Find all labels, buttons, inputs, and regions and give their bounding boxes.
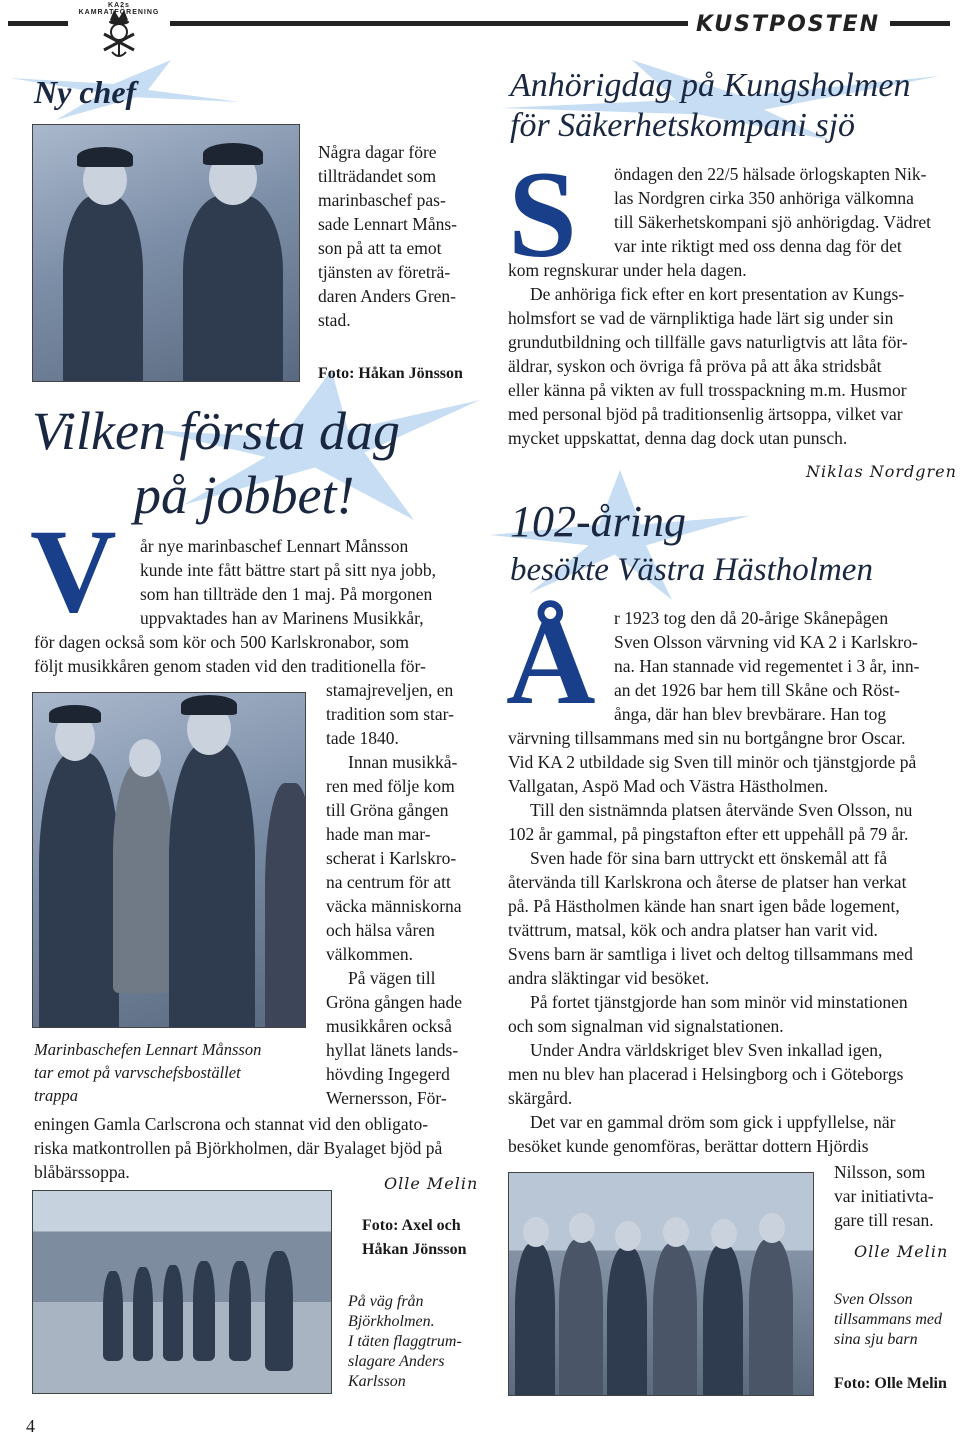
- association-logo: [74, 2, 164, 62]
- art1-title-line1: Anhörigdag på Kungsholmen: [510, 67, 911, 104]
- page-number: 4: [26, 1416, 35, 1436]
- photo-officers: [32, 692, 306, 1028]
- photo1-credit: Foto: Håkan Jönsson: [318, 365, 463, 382]
- header-rule-right: [890, 21, 950, 26]
- art1-text: kom regnskurar under hela dagen. De anhöriga fick efter en kort presentation av Kungs- holmsfort se vad de värnpliktiga hade lärt sig under sin grundutbildning och tillfälle gavs naturligtvis att låta för- äldrar, syskon och övriga få pröva på att åka stridsbåt eller känna på vikten av full trosspackning m.m. Husmor med personal bjöd på traditionsenlig ärtsoppa, vilket var mycket uppskattat, denna dag dock utan punsch.: [508, 260, 908, 448]
- signature-niklas-nordgren: Niklas Nordgren: [806, 462, 957, 481]
- photo3-caption: På väg från Björkholmen. I täten flaggtrum- slagare Anders Karlsson: [348, 1293, 462, 1390]
- art2-title-line1: 102-åring: [510, 497, 686, 546]
- photo-handshake: [32, 124, 300, 382]
- header-rule-mid: [170, 21, 688, 26]
- art1-title-line2: för Säkerhetskompani sjö: [510, 107, 856, 144]
- art1-drop-text: öndagen den 22/5 hälsade örlogskapten Nik- las Nordgren cirka 350 anhöriga välkomna till Säkerhetskompani sjö anhörigdag. Vädret var inte riktigt med oss denna dag för det: [614, 164, 932, 256]
- ny-chef-title: Ny chef: [34, 74, 137, 110]
- vilken-full: för dagen också som kör och 500 Karlskronabor, som följt musikkåren genom staden vid den traditionella för-: [34, 632, 426, 676]
- logo-text: KA2s KAMRATFÖRENING: [78, 2, 160, 16]
- art2-text: värvning tillsammans med sin nu bortgångne bror Oscar. Vid KA 2 utbildade sig Sven till minör och tjänstgjorde på Vallgatan, Aspö Mad och Västra Hästholmen. Till den sistnämnda platsen återvände Sven Olsson, nu 102 år gammal, på pingstafton efter ett uppehåll på 79 år. Sven hade för sina barn uttryckt ett önskemål att få återvända till Karlskrona och återse de platser han verkat på. På Hästholmen kände han snart igen både logement, tvättrum, matsal, kök och andra platser han varit vid. Svens barn är samtliga i livet och deltog tillsammans med andra släktingar vid besöket. På fortet tjänstgjorde han som minör vid minstationen och som signalman vid signalstationen. Under Andra världskriget blev Sven inkallad igen, men nu blev han placerad i Helsingborg och i Göteborgs skärgård. Det var en gammal dröm som gick i uppfyllelse, när besöket kunde genomföras, berättar dottern Hjördis: [508, 728, 917, 1156]
- dropcap-aa: Å: [506, 593, 596, 730]
- magazine-name: KUSTPOSTEN: [696, 12, 881, 37]
- headline-line1: Vilken första dag: [32, 401, 400, 461]
- signature-olle-melin-left: Olle Melin: [384, 1174, 479, 1193]
- vilken-narrow: stamajreveljen, en tradition som star- tade 1840. Innan musikkå- ren med följe kom till Gröna gången hade man mar- scherat i Karlskro- na centrum för att väcka människorna och hälsa våren välkommen. På vägen till Gröna gången hade musikkåren också hyllat länets lands- hövding Ingegerd Wernersson, För-: [326, 680, 463, 1108]
- photo-family: [508, 1172, 814, 1396]
- photo-parade: [32, 1190, 332, 1394]
- header-rule-left: [8, 21, 68, 26]
- vilken-tail: eningen Gamla Carlscrona och stannat vid den obligato- riska matkontrollen på Björkholmen, där Byalaget bjöd på blåbärssoppa.: [34, 1114, 443, 1182]
- art2-narrow-text: Nilsson, som var initiativta- gare till resan.: [834, 1162, 934, 1230]
- dropcap-s: S: [508, 146, 577, 283]
- art2-drop-text: r 1923 tog den då 20-årige Skånepågen Sven Olsson värvning vid KA 2 i Karlskro- na. Han stannade vid regementet i 3 år, inn- an det 1926 bar hem till Skåne och Röst- ånga, där han blev brevbärare. Han tog: [614, 608, 920, 724]
- photo4-credit: Foto: Olle Melin: [834, 1375, 947, 1392]
- headline-line2: på jobbet!: [134, 465, 355, 525]
- signature-olle-melin-right: Olle Melin: [854, 1242, 949, 1261]
- ny-chef-text: Några dagar före tillträdandet som marinbaschef pas- sade Lennart Måns- son på att ta emot tjänsten av företrä- daren Anders Gren- stad.: [318, 142, 457, 330]
- art2-title-line2: besökte Västra Hästholmen: [510, 552, 873, 588]
- dropcap-v: V: [30, 504, 117, 637]
- photo2-caption: Marinbaschefen Lennart Månsson tar emot på varvschefsbostället trappa: [34, 1040, 262, 1105]
- vilken-intro: år nye marinbaschef Lennart Månsson kunde inte fått bättre start på sitt nya jobb, som han tillträde den 1 maj. På morgonen uppvaktades han av Marinens Musikkår,: [140, 536, 436, 628]
- photo3-credit: Foto: Axel och Håkan Jönsson: [362, 1217, 467, 1258]
- photo4-caption: Sven Olsson tillsammans med sina sju barn: [834, 1291, 942, 1348]
